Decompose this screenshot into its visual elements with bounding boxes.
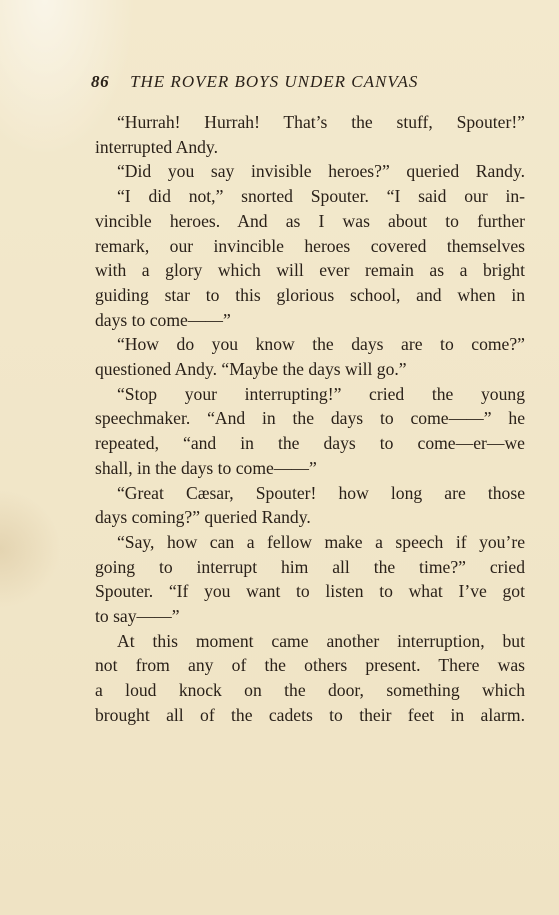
text-line: with a glory which will ever remain as a bright — [95, 260, 525, 281]
text-line: remark, our invincible heroes covered themselves — [95, 235, 525, 256]
running-title: THE ROVER BOYS UNDER CANVAS — [130, 72, 419, 91]
text-line: “How do you know the days are to come?” — [117, 334, 525, 355]
text-line: questioned Andy. “Maybe the days will go.” — [95, 359, 407, 380]
text-line: going to interrupt him all the time?” cried — [95, 556, 525, 577]
text-line: At this moment came another interruption, but — [117, 630, 525, 651]
paragraph — [95, 481, 525, 530]
paragraph — [95, 159, 525, 184]
text-line: “Did you say invisible heroes?” queried Randy. — [117, 161, 525, 182]
paragraph — [95, 629, 525, 728]
text-line: interrupted Andy. — [95, 136, 218, 157]
text-line: to say——” — [95, 606, 180, 627]
text-line: brought all of the cadets to their feet in alarm. — [95, 704, 525, 725]
text-line: “I did not,” snorted Spouter. “I said our in- — [117, 186, 525, 207]
text-line: days coming?” queried Randy. — [95, 507, 311, 528]
text-line: “Say, how can a fellow make a speech if you’re — [117, 531, 525, 552]
text-line: guiding star to this glorious school, and when in — [95, 284, 525, 305]
text-line: repeated, “and in the days to come—er—we — [95, 433, 525, 454]
paragraph — [95, 184, 525, 332]
paragraph — [95, 382, 525, 481]
text-line: a loud knock on the door, something which — [95, 680, 525, 701]
text-line: not from any of the others present. There was — [95, 655, 525, 676]
text-line: “Stop your interrupting!” cried the young — [117, 383, 525, 404]
text-line: speechmaker. “And in the days to come——” he — [95, 408, 525, 429]
paragraph — [95, 530, 525, 629]
paragraph — [95, 110, 525, 159]
text-line: vincible heroes. And as I was about to further — [95, 210, 525, 231]
text-line: “Hurrah! Hurrah! That’s the stuff, Spouter!” — [117, 112, 525, 132]
text-line: “Great Cæsar, Spouter! how long are those — [117, 482, 525, 503]
paragraph — [95, 332, 525, 381]
text-line: Spouter. “If you want to listen to what I’ve got — [95, 581, 525, 602]
text-line: shall, in the days to come——” — [95, 457, 317, 478]
page-header — [91, 72, 531, 96]
text-line: days to come——” — [95, 309, 231, 330]
page-number: 86 — [91, 72, 110, 91]
body-text — [95, 110, 525, 728]
